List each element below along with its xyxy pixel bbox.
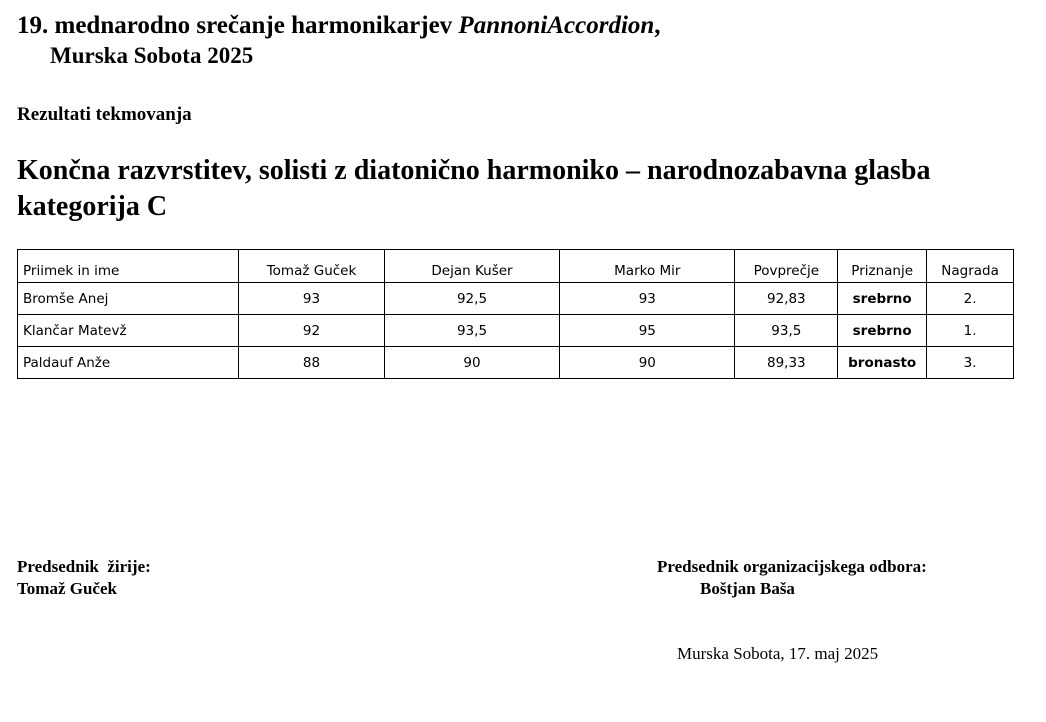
- col-header-judge-3: Marko Mir: [560, 250, 735, 283]
- cell-prize: 3.: [927, 347, 1014, 379]
- results-table: [17, 249, 1014, 379]
- cell-award: srebrno: [838, 315, 927, 347]
- document-title: [17, 12, 661, 40]
- cell-score: 88: [239, 347, 385, 379]
- cell-prize: 1.: [927, 315, 1014, 347]
- cell-name: Klančar Matevž: [18, 315, 239, 347]
- cell-score: 92: [239, 315, 385, 347]
- title-suffix: ,: [654, 12, 661, 39]
- table-row: [18, 283, 1014, 315]
- table-header-row: [18, 250, 1014, 283]
- cell-score: 93: [560, 283, 735, 315]
- results-heading: [17, 153, 1037, 225]
- cell-score: 95: [560, 315, 735, 347]
- cell-score: 93,5: [384, 315, 559, 347]
- jury-president-name: Tomaž Guček: [17, 579, 117, 598]
- cell-score: 90: [560, 347, 735, 379]
- cell-prize: 2.: [927, 283, 1014, 315]
- heading-line-2: kategorija C: [17, 191, 168, 222]
- col-header-judge-1: Tomaž Guček: [239, 250, 385, 283]
- committee-president-label: Predsednik organizacijskega odbora:: [657, 557, 927, 576]
- cell-average: 92,83: [735, 283, 838, 315]
- cell-award: srebrno: [838, 283, 927, 315]
- cell-average: 93,5: [735, 315, 838, 347]
- table-row: [18, 347, 1014, 379]
- cell-award: bronasto: [838, 347, 927, 379]
- col-header-name: Priimek in ime: [18, 250, 239, 283]
- place-and-date: Murska Sobota, 17. maj 2025: [677, 644, 879, 663]
- cell-score: 92,5: [384, 283, 559, 315]
- table-row: [18, 315, 1014, 347]
- title-prefix: 19. mednarodno srečanje harmonikarjev: [17, 12, 459, 39]
- jury-president-label: Predsednik žirije:: [17, 557, 151, 576]
- cell-score: 93: [239, 283, 385, 315]
- cell-average: 89,33: [735, 347, 838, 379]
- cell-name: Bromše Anej: [18, 283, 239, 315]
- col-header-prize: Nagrada: [927, 250, 1014, 283]
- heading-line-1: Končna razvrstitev, solisti z diatonično harmoniko – narodnozabavna glasba: [17, 155, 931, 186]
- committee-president-name: Boštjan Baša: [700, 579, 795, 598]
- col-header-average: Povprečje: [735, 250, 838, 283]
- col-header-judge-2: Dejan Kušer: [384, 250, 559, 283]
- col-header-award: Priznanje: [838, 250, 927, 283]
- document-title-location: Murska Sobota 2025: [50, 43, 254, 68]
- cell-score: 90: [384, 347, 559, 379]
- section-subtitle: Rezultati tekmovanja: [17, 104, 192, 125]
- cell-name: Paldauf Anže: [18, 347, 239, 379]
- event-name: PannoniAccordion: [458, 12, 655, 39]
